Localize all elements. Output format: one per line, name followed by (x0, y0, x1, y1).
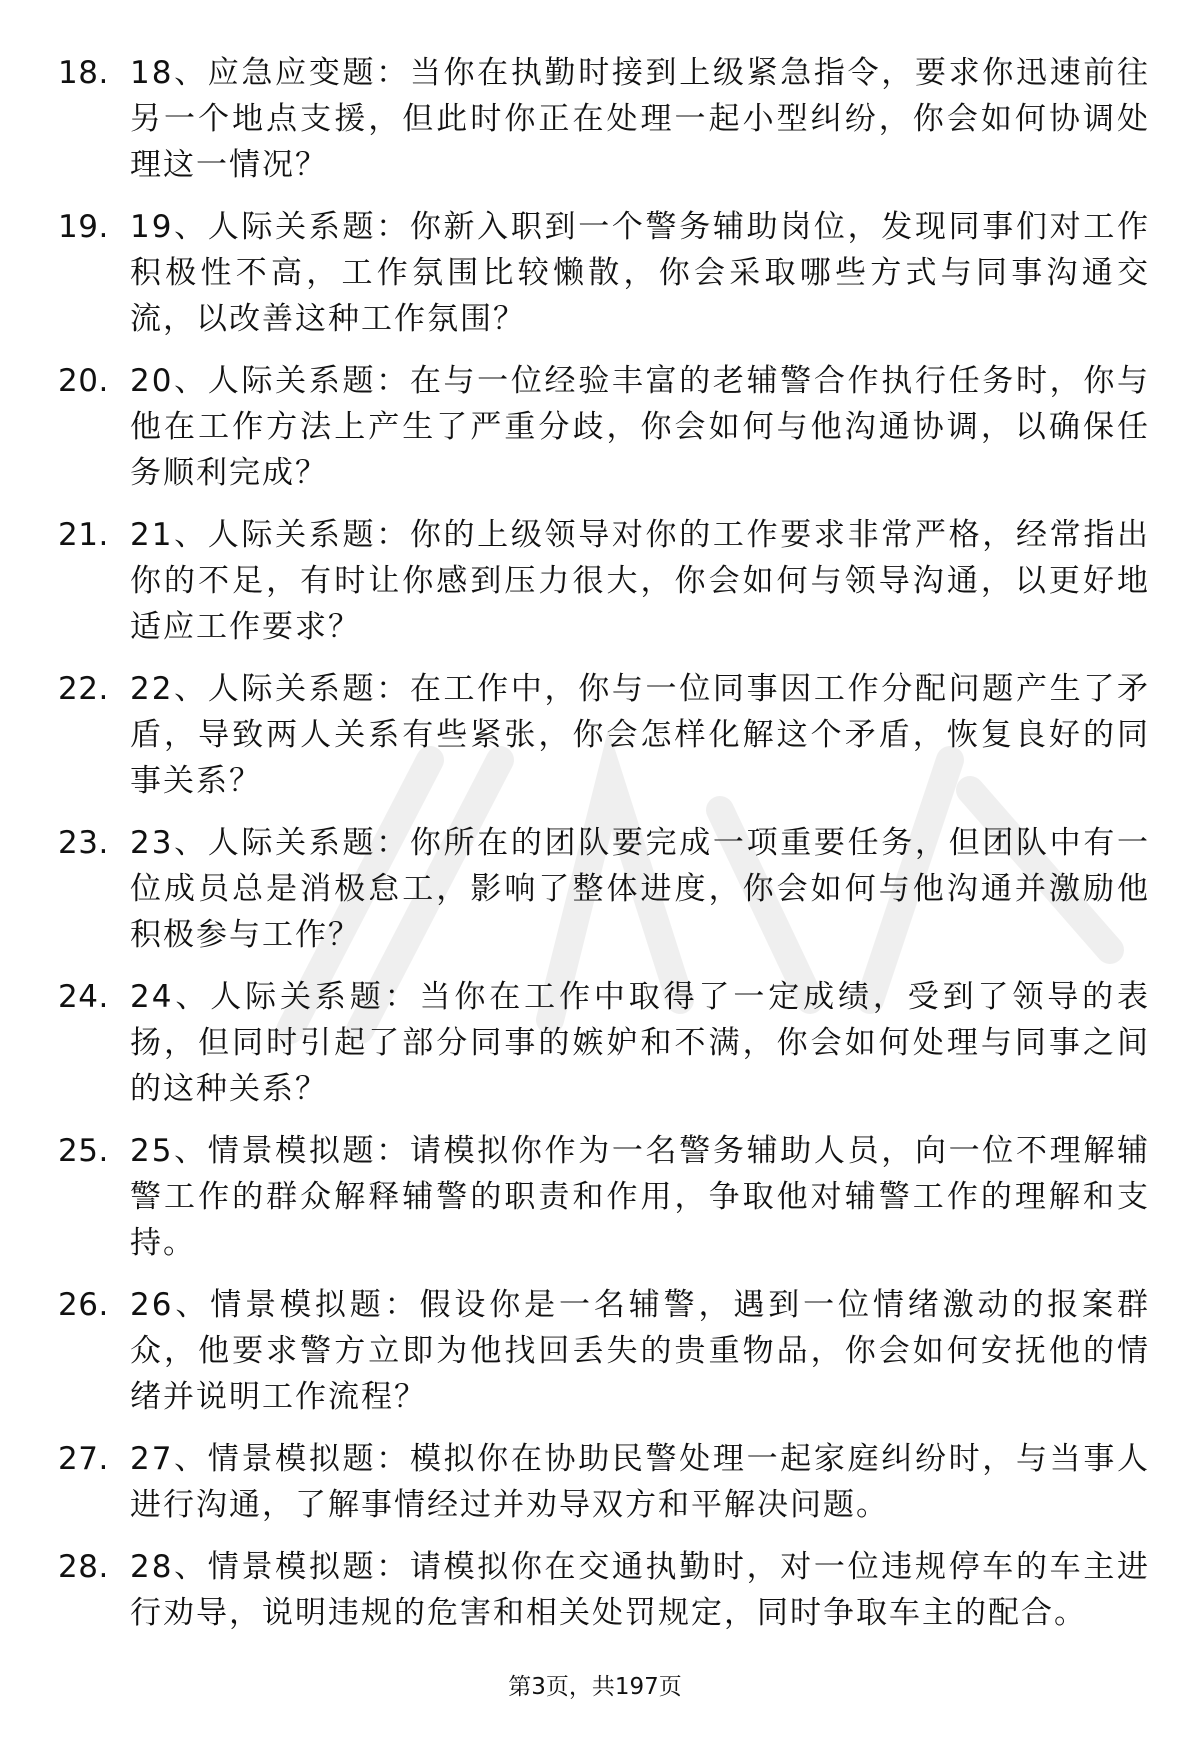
question-number: 19. (58, 209, 109, 245)
question-number: 20. (58, 363, 109, 399)
question-text: 27、情景模拟题：模拟你在协助民警处理一起家庭纠纷时，与当事人进行沟通，了解事情经过并劝导双方和平解决问题。 (130, 1441, 1150, 1523)
question-number: 24. (58, 979, 109, 1015)
question-text: 28、情景模拟题：请模拟你在交通执勤时，对一位违规停车的车主进行劝导，说明违规的危害和相关处罚规定，同时争取车主的配合。 (130, 1549, 1150, 1631)
question-item (0, 512, 1190, 650)
question-number: 21. (58, 517, 109, 553)
question-item (0, 50, 1190, 188)
question-item (0, 1128, 1190, 1266)
question-item (0, 974, 1190, 1112)
question-item (0, 1282, 1190, 1420)
question-text: 24、人际关系题：当你在工作中取得了一定成绩，受到了领导的表扬，但同时引起了部分同事的嫉妒和不满，你会如何处理与同事之间的这种关系？ (130, 979, 1150, 1107)
question-number: 22. (58, 671, 109, 707)
question-number: 25. (58, 1133, 109, 1169)
question-number: 18. (58, 55, 109, 91)
question-text: 21、人际关系题：你的上级领导对你的工作要求非常严格，经常指出你的不足，有时让你感到压力很大，你会如何与领导沟通，以更好地适应工作要求？ (130, 517, 1150, 645)
question-text: 18、应急应变题：当你在执勤时接到上级紧急指令，要求你迅速前往另一个地点支援，但此时你正在处理一起小型纠纷，你会如何协调处理这一情况？ (130, 55, 1150, 183)
question-number: 28. (58, 1549, 109, 1585)
question-item (0, 1544, 1190, 1636)
question-text: 22、人际关系题：在工作中，你与一位同事因工作分配问题产生了矛盾，导致两人关系有些紧张，你会怎样化解这个矛盾，恢复良好的同事关系？ (130, 671, 1150, 799)
question-item (0, 358, 1190, 496)
page-footer: 第3页，共197页 (508, 1674, 682, 1700)
question-item (0, 204, 1190, 342)
question-text: 25、情景模拟题：请模拟你作为一名警务辅助人员，向一位不理解辅警工作的群众解释辅警的职责和作用，争取他对辅警工作的理解和支持。 (130, 1133, 1150, 1261)
question-number: 23. (58, 825, 109, 861)
question-number: 27. (58, 1441, 109, 1477)
question-item (0, 666, 1190, 804)
question-item (0, 1436, 1190, 1528)
question-text: 23、人际关系题：你所在的团队要完成一项重要任务，但团队中有一位成员总是消极怠工，影响了整体进度，你会如何与他沟通并激励他积极参与工作？ (130, 825, 1150, 953)
question-text: 26、情景模拟题：假设你是一名辅警，遇到一位情绪激动的报案群众，他要求警方立即为他找回丢失的贵重物品，你会如何安抚他的情绪并说明工作流程？ (130, 1287, 1150, 1415)
question-number: 26. (58, 1287, 109, 1323)
question-text: 20、人际关系题：在与一位经验丰富的老辅警合作执行任务时，你与他在工作方法上产生了严重分歧，你会如何与他沟通协调，以确保任务顺利完成？ (130, 363, 1150, 491)
question-list (0, 50, 1190, 1652)
question-item (0, 820, 1190, 958)
question-text: 19、人际关系题：你新入职到一个警务辅助岗位，发现同事们对工作积极性不高，工作氛围比较懒散，你会采取哪些方式与同事沟通交流，以改善这种工作氛围？ (130, 209, 1150, 337)
